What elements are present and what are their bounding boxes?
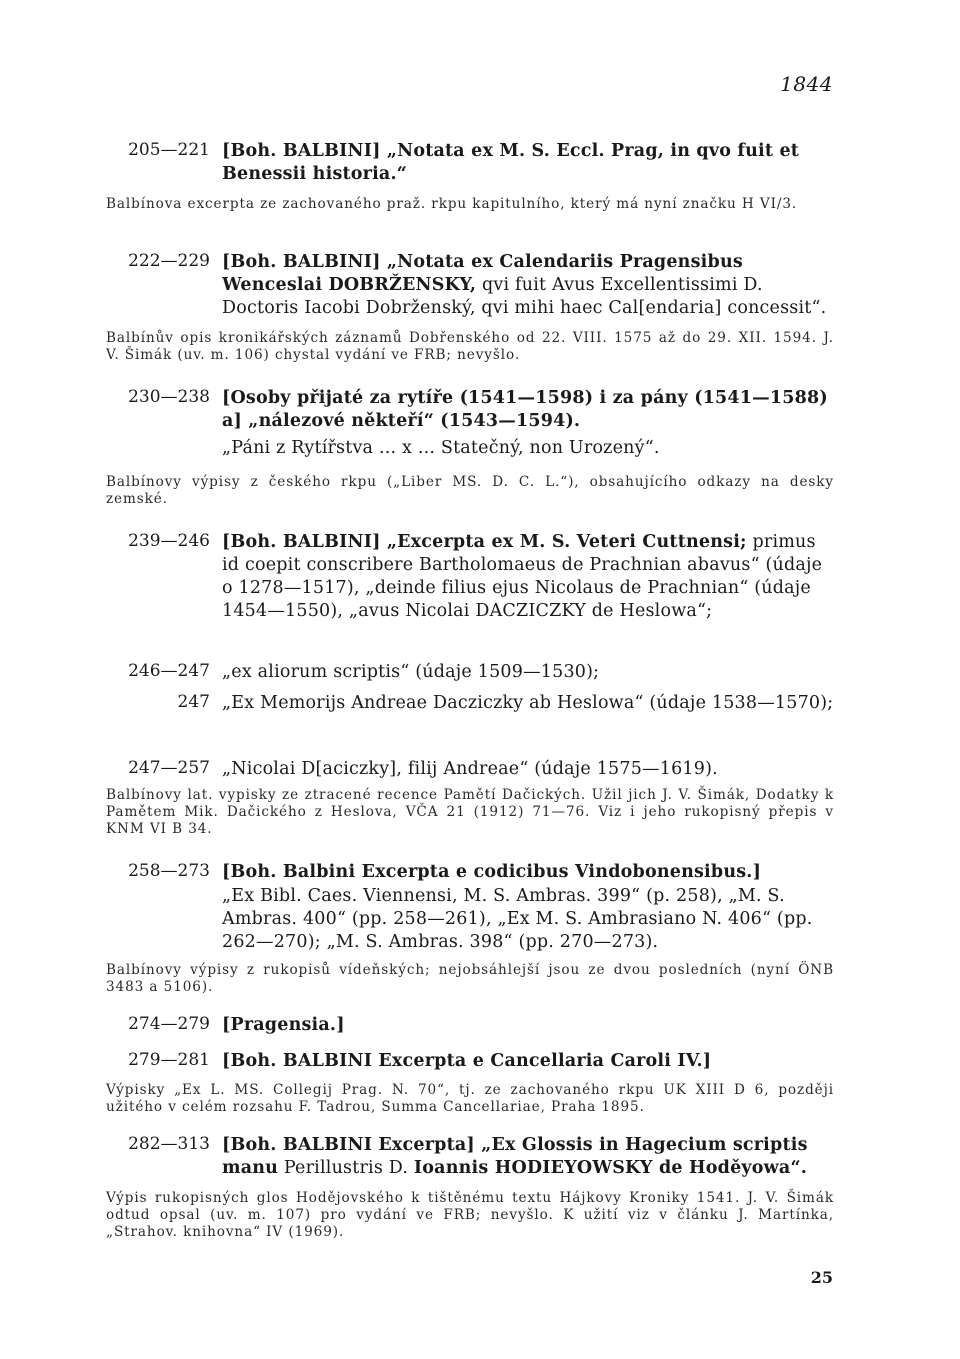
- entry-title-text: Perillustris D.: [278, 1158, 414, 1178]
- entry-title-bold: [Osoby přijaté za rytíře (1541—1598) i za pány (1541—1588) a] „nálezové někteří“ (1543—1594).: [222, 388, 828, 431]
- entry-note: Výpis rukopisných glos Hodějovského k tištěnému textu Hájkovy Kroniky 1541. J. V. Šimák odtud opsal (uv. m. 107) pro vydání ve FRB; nevyšlo. K užití viz v článku J. Martínka, „Strahov. knihovna“ IV (1969).: [106, 1190, 834, 1240]
- entry-title: [222, 251, 834, 320]
- entry-title-bold: [Boh. BALBINI Excerpta e Cancellaria Caroli IV.]: [222, 1051, 712, 1071]
- entry-range: 222—229: [128, 251, 210, 271]
- entry-title-bold: [Boh. Balbini Excerpta e codicibus Vindobonensibus.]: [222, 862, 762, 882]
- entry-title: [222, 1134, 834, 1180]
- entry-note: Balbínův opis kronikářských záznamů Dobřenského od 22. VIII. 1575 až do 29. XII. 1594. J. V. Šimák (uv. m. 106) chystal vydání ve FRB; nevyšlo.: [106, 330, 834, 363]
- entry-title-text: qvi fuit Avus Excellentissimi D. Doctoris Iacobi Dobrženský, qvi mihi haec Cal[endaria] concessit“.: [222, 275, 827, 318]
- entry-range: 274—279: [128, 1014, 210, 1034]
- entry-range: 279—281: [128, 1050, 210, 1070]
- entry-range: 246—247: [128, 661, 210, 681]
- entry-range: 258—273: [128, 861, 210, 881]
- entry-text: „Ex Memorijs Andreae Dacziczky ab Heslowa“ (údaje 1538—1570);: [222, 693, 834, 713]
- entry-text: „Nicolai D[aciczky], filij Andreae“ (údaje 1575—1619).: [222, 759, 718, 779]
- entry-title-bold: [Boh. BALBINI Excerpta] „Ex Glossis in Hagecium scriptis manu: [222, 1135, 808, 1178]
- entry-title: [222, 531, 834, 623]
- entry-note: Výpisky „Ex L. MS. Collegij Prag. N. 70“, tj. ze zachovaného rkpu UK XIII D 6, později užitého v celém rozsahu F. Tadrou, Summa Cancellariae, Praha 1895.: [106, 1082, 834, 1115]
- entry-note: Balbínova excerpta ze zachovaného praž. rkpu kapitulního, který má nyní značku H VI/3.: [106, 196, 798, 212]
- entry-title: [222, 140, 834, 186]
- entry-title-bold: [Boh. BALBINI] „Excerpta ex M. S. Veteri Cuttnensi;: [222, 532, 747, 552]
- entry-title-bold: [Boh. BALBINI] „Notata ex M. S. Eccl. Prag, in qvo fuit et Benessii historia.“: [222, 141, 800, 184]
- entry-text: „Ex Bibl. Caes. Viennensi, M. S. Ambras. 399“ (p. 258), „M. S. Ambras. 400“ (pp. 258—261), „Ex M. S. Ambrasiano N. 406“ (pp. 262—270); „M. S. Ambras. 398“ (pp. 270—273).: [222, 886, 813, 952]
- entry-note: Balbínovy lat. vypisky ze ztracené recence Pamětí Dačických. Užil jich J. V. Šimák, Dodatky k Pamětem Mik. Dačického z Heslova, VČA 21 (1912) 71—76. Viz i jeho rukopisný přepis v KNM VI B 34.: [106, 787, 834, 837]
- entry-title-bold: [Boh. BALBINI] „Notata ex Calendariis Pragensibus Wenceslai DOBRŽENSKY,: [222, 252, 743, 295]
- entry-range: 282—313: [128, 1134, 210, 1154]
- entry-title-bold: Ioannis HODIEYOWSKY de Hoděyowa“.: [413, 1158, 808, 1178]
- entry-title-bold: [Pragensia.]: [222, 1015, 345, 1035]
- entry-title: [222, 1050, 834, 1073]
- page-header-number: 1844: [780, 72, 833, 96]
- entry-range: 205—221: [128, 140, 210, 160]
- entry-note: Balbínovy výpisy z českého rkpu („Liber MS. D. C. L.“), obsahujícího odkazy na desky zemské.: [106, 474, 834, 507]
- entry-quote: „Páni z Rytířstva ... x ... Statečný, non Urozený“.: [222, 438, 660, 458]
- entry-range: 230—238: [128, 387, 210, 407]
- entry-range: 247—257: [128, 758, 210, 778]
- entry-title: [222, 387, 834, 433]
- entry-text: „ex aliorum scriptis“ (údaje 1509—1530);: [222, 662, 600, 682]
- entry-title: [222, 861, 834, 884]
- entry-range: 247: [177, 692, 210, 712]
- entry-title: [222, 1014, 834, 1037]
- entry-title-text: primus id coepit conscribere Bartholomaeus de Prachnian abavus“ (údaje o 1278—1517), „deinde filius ejus Nicolaus de Prachnian“ (údaje 1454—1550), „avus Nicolai DACZICZKY de Heslowa“;: [222, 532, 823, 621]
- entry-range: 239—246: [128, 531, 210, 551]
- page-footer-number: 25: [810, 1268, 833, 1287]
- entry-note: Balbínovy výpisy z rukopisů vídeňských; nejobsáhlejší jsou ze dvou posledních (nyní ÖNB 3483 a 5106).: [106, 962, 834, 995]
